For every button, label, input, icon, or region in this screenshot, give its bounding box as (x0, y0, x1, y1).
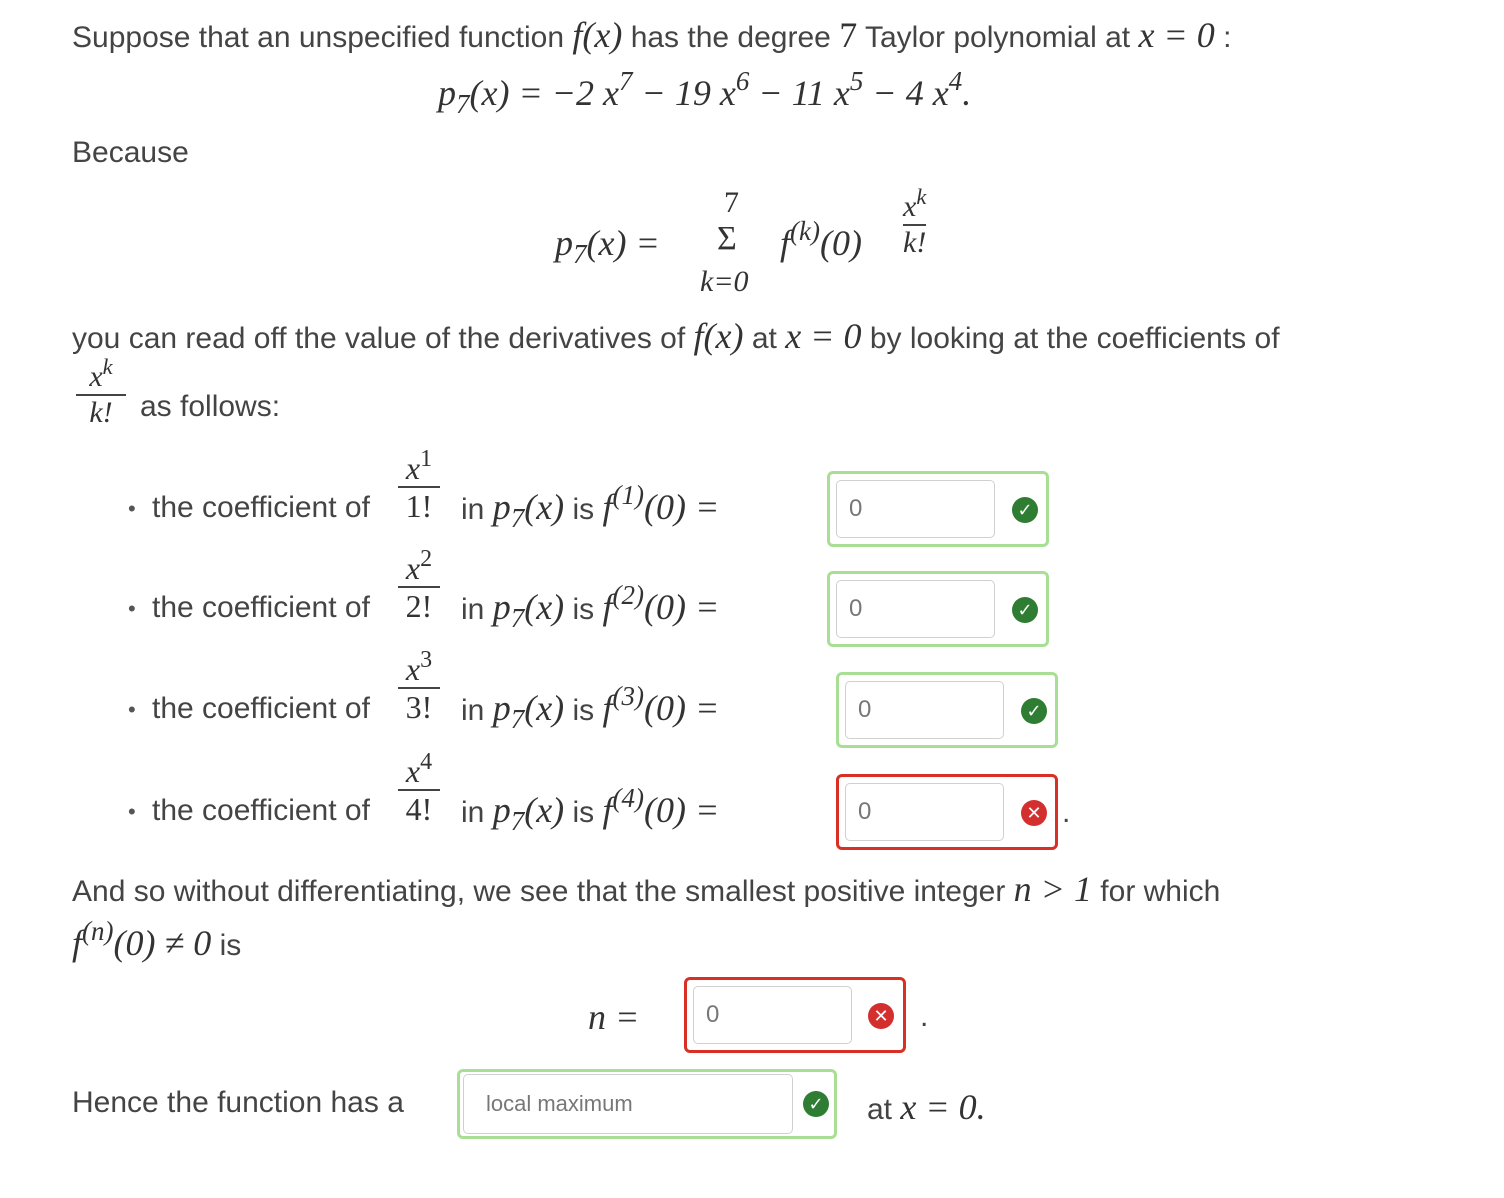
n-equals-label: n = (588, 997, 640, 1037)
item-math (461, 580, 720, 634)
item-in: in (461, 593, 485, 626)
intro-text: Suppose that an unspecified function (72, 21, 565, 54)
polynomial-equation (438, 66, 972, 120)
conclusion-derivative: $f^{(n)}(0) \ne 0$ (72, 916, 212, 963)
derivative-1-input[interactable]: 0 (836, 480, 995, 538)
item-fraction: $x^4$ 4! (398, 755, 440, 825)
item-label: the coefficient of (152, 692, 370, 725)
conclusion-n-gt-1: n > 1 (1013, 869, 1092, 909)
bullet-icon: • (128, 496, 136, 521)
as-follows-text: as follows: (140, 390, 281, 423)
intro-line (72, 14, 1231, 56)
item-in: in (461, 694, 485, 727)
sum-lower-limit: k=0 (700, 265, 749, 298)
poly-lhs: p (438, 73, 456, 113)
read-off-text: you can read off the value of the derivatives of (72, 322, 686, 355)
item-derivative: $f^{(4)}(0)$ = (602, 783, 720, 830)
bullet-icon: • (128, 697, 136, 722)
because-text: Because (72, 136, 189, 169)
poly-exp-3: 5 (849, 66, 864, 97)
read-off-frac-num: x (89, 360, 103, 393)
intro-mid-text: has the degree (630, 21, 831, 54)
item-frac-den: 2! (405, 588, 433, 624)
read-off-f-of-x: f(x) (693, 316, 744, 356)
read-off-frac-num-sup: k (102, 353, 113, 379)
intro-at-math: x = 0 (1138, 15, 1215, 55)
sum-f: f (780, 223, 791, 263)
item-math (461, 783, 720, 837)
x-icon: ✕ (1021, 800, 1047, 826)
final-text: Hence the function has a (72, 1086, 404, 1119)
intro-post-text: Taylor polynomial at (864, 21, 1131, 54)
final-x-eq-0: x = 0. (900, 1087, 986, 1127)
intro-colon: : (1223, 21, 1232, 54)
derivative-2-input[interactable]: 0 (836, 580, 995, 638)
n-trailing-period: . (920, 1000, 929, 1033)
sum-f-derivative (780, 216, 862, 264)
sum-lhs-arg: (x) = (586, 223, 660, 263)
item-p: $p_7(x)$ (492, 688, 565, 735)
poly-lhs-arg: (x) = −2 x (469, 73, 620, 113)
sum-formula-lhs (555, 222, 660, 270)
poly-exp-4: 4 (948, 66, 963, 97)
item-is: is (572, 694, 595, 727)
read-off-frac-den: k! (89, 396, 113, 429)
item-frac-num-sup: 1 (420, 445, 433, 472)
conclusion-line-1 (72, 868, 1220, 910)
item-trailing-period: . (1062, 796, 1071, 829)
item-math (461, 480, 720, 534)
item-frac-num-sup: 2 (420, 545, 433, 572)
item-label: the coefficient of (152, 591, 370, 624)
conclusion-is: is (219, 929, 242, 962)
item-frac-den: 3! (405, 689, 433, 725)
item-is: is (572, 796, 595, 829)
poly-exp-1: 7 (619, 66, 633, 97)
item-derivative: $f^{(2)}(0)$ = (602, 580, 720, 627)
check-icon: ✓ (1012, 497, 1038, 523)
poly-term-2: − 19 x (632, 73, 736, 113)
item-frac-den: 4! (405, 791, 433, 827)
intro-f-of-x: f(x) (572, 15, 623, 55)
read-off-fraction (76, 353, 126, 429)
item-derivative: $f^{(3)}(0)$ = (602, 681, 720, 728)
check-icon: ✓ (1021, 698, 1047, 724)
poly-exp-2: 6 (735, 66, 750, 97)
sum-frac-num: x (903, 190, 917, 223)
item-in: in (461, 796, 485, 829)
poly-end: . (962, 73, 972, 113)
sigma-symbol: Σ (717, 220, 737, 257)
read-off-x-eq: x = 0 (785, 316, 862, 356)
item-frac-num-sup: 4 (420, 748, 433, 775)
n-input[interactable]: 0 (693, 986, 852, 1044)
sum-fraction (903, 183, 927, 259)
poly-lhs-sub: 7 (456, 89, 470, 120)
item-fraction: $x^3$ 3! (398, 653, 440, 723)
sum-frac-num-sup: k (916, 183, 927, 209)
item-is: is (572, 493, 595, 526)
item-frac-den: 1! (405, 488, 433, 524)
final-at-text: at (867, 1093, 893, 1126)
item-label: the coefficient of (152, 491, 370, 524)
bullet-icon: • (128, 596, 136, 621)
derivative-3-input[interactable]: 0 (845, 681, 1004, 739)
item-in: in (461, 493, 485, 526)
check-icon: ✓ (803, 1091, 829, 1117)
item-math (461, 681, 720, 735)
x-icon: ✕ (868, 1003, 894, 1029)
read-off-post: by looking at the coefficients of (869, 322, 1280, 355)
sum-frac-den: k! (903, 226, 927, 259)
extremum-select[interactable]: local maximum (463, 1074, 793, 1134)
conclusion-for-which: for which (1100, 875, 1221, 908)
bullet-icon: • (128, 799, 136, 824)
derivative-4-input[interactable]: 0 (845, 783, 1004, 841)
sum-upper-limit: 7 (724, 186, 739, 219)
poly-term-4: − 4 x (863, 73, 949, 113)
sum-f-arg: (0) (819, 223, 862, 263)
read-off-line (72, 315, 1280, 357)
item-p: $p_7(x)$ (492, 790, 565, 837)
conclusion-line-2 (72, 916, 242, 964)
item-label: the coefficient of (152, 794, 370, 827)
item-frac-num-sup: 3 (420, 646, 433, 673)
sum-lhs-sub: 7 (573, 239, 587, 270)
sum-lhs: p (555, 223, 573, 263)
item-p: $p_7(x)$ (492, 487, 565, 534)
conclusion-text: And so without differentiating, we see that the smallest positive integer (72, 875, 1006, 908)
item-fraction: $x^1$ 1! (398, 452, 440, 522)
sum-f-sup: (k) (790, 216, 820, 247)
item-p: $p_7(x)$ (492, 587, 565, 634)
item-fraction: $x^2$ 2! (398, 552, 440, 622)
item-derivative: $f^{(1)}(0)$ = (602, 480, 720, 527)
item-is: is (572, 593, 595, 626)
read-off-at: at (751, 322, 777, 355)
intro-degree: 7 (839, 15, 858, 55)
poly-term-3: − 11 x (749, 73, 850, 113)
check-icon: ✓ (1012, 597, 1038, 623)
final-at (867, 1086, 986, 1128)
